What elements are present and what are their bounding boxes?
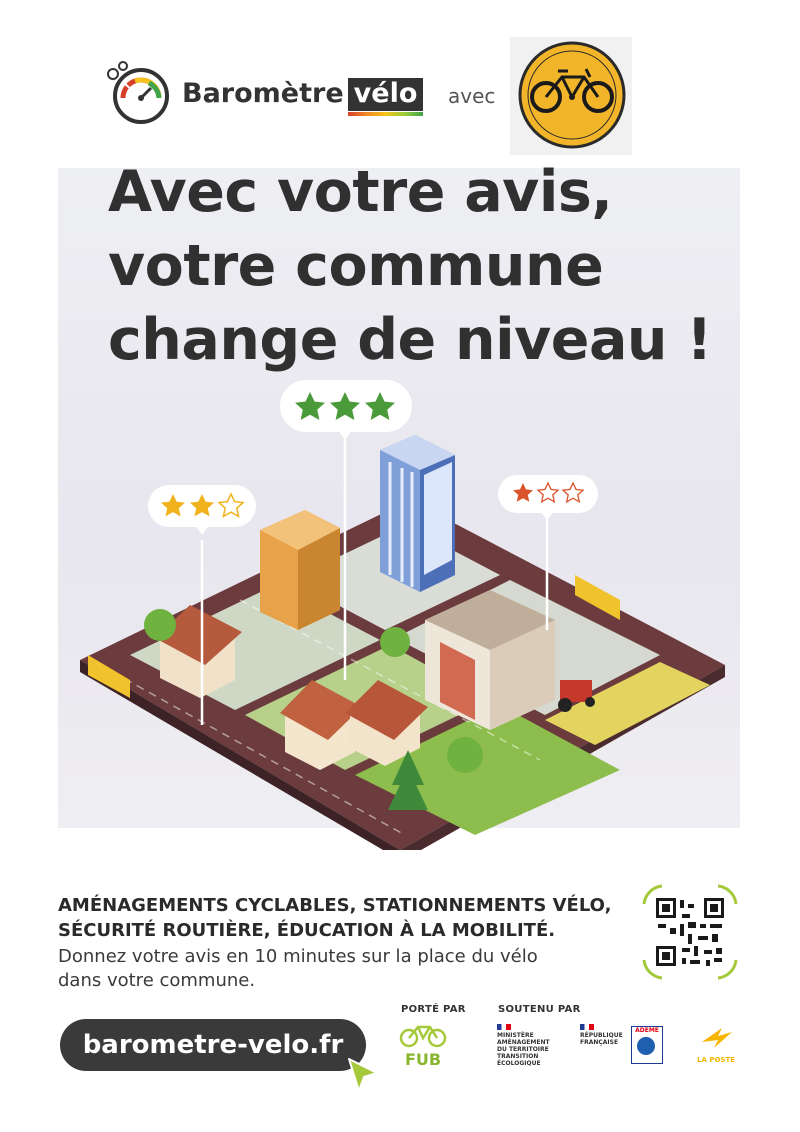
themes-line: SÉCURITÉ ROUTIÈRE, ÉDUCATION À LA MOBILITÉ. (58, 920, 556, 941)
brand-title (182, 78, 423, 109)
cta-text (58, 945, 598, 993)
qr-code-icon[interactable] (642, 884, 738, 980)
cta-line: dans votre commune. (58, 970, 256, 991)
soutenu-par-label: SOUTENU PAR (498, 1004, 581, 1015)
headline-line: votre commune (108, 233, 604, 299)
brand-highlight: vélo (348, 78, 424, 111)
headline-line: change de niveau ! (108, 307, 712, 373)
ministere-logo (497, 1024, 567, 1074)
republique-line: FRANÇAISE (580, 1039, 619, 1046)
porte-par-label: PORTÉ PAR (401, 1004, 466, 1015)
rating-bubble-one-star (498, 475, 598, 520)
rating-bubble-two-stars (148, 485, 256, 535)
bicycle-circle-logo-icon (510, 37, 632, 155)
la-poste-logo (692, 1024, 740, 1066)
la-poste-label: LA POSTE (697, 1056, 735, 1064)
republique-line: RÉPUBLIQUE (580, 1032, 623, 1039)
themes-heading (58, 893, 618, 943)
rating-bubble-three-stars (280, 380, 412, 440)
fub-label: FUB (404, 1050, 442, 1069)
ministere-line: MINISTÈRE (497, 1032, 534, 1039)
fub-logo (398, 1022, 448, 1068)
ministere-line: DU TERRITOIRE (497, 1046, 549, 1053)
flag-icon (497, 1024, 511, 1030)
themes-line: AMÉNAGEMENTS CYCLABLES, STATIONNEMENTS VÉLO, (58, 895, 612, 916)
side-note (777, 560, 787, 840)
ministere-line: AMÉNAGEMENT (497, 1039, 550, 1046)
ministere-line: ÉCOLOGIQUE (497, 1060, 541, 1067)
flag-icon (580, 1024, 594, 1030)
city-illustration (60, 380, 740, 850)
republique-francaise-logo (580, 1024, 625, 1068)
headline-line: Avec votre avis, (108, 159, 613, 225)
headline (108, 155, 748, 377)
ademe-logo (631, 1026, 663, 1064)
website-url-button[interactable]: barometre-velo.fr (60, 1019, 366, 1071)
cta-line: Donnez votre avis en 10 minutes sur la place du vélo (58, 946, 538, 967)
globe-icon (632, 1034, 660, 1058)
brand-prefix: Baromètre (182, 78, 344, 109)
ademe-label: ADEME (635, 1027, 659, 1034)
bird-icon (692, 1024, 740, 1052)
gauge-logo-icon (105, 58, 175, 128)
cursor-arrow-icon (343, 1055, 383, 1095)
connector-text: avec (448, 84, 496, 108)
bicycle-icon (398, 1022, 448, 1048)
ministere-line: TRANSITION (497, 1053, 539, 1060)
